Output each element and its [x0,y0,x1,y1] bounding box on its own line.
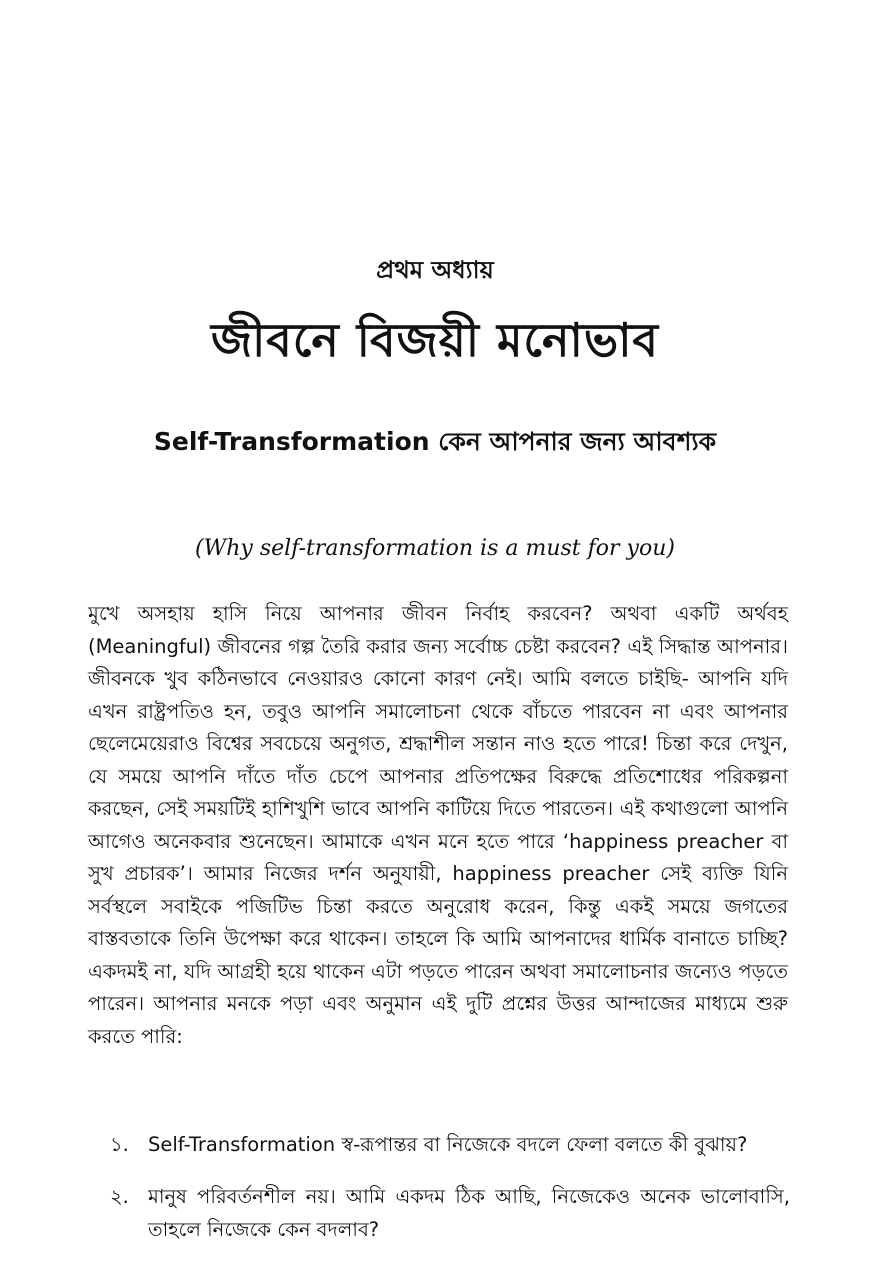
question-number: ১. [110,1133,129,1156]
question-text: মানুষ পরিবর্তনশীল নয়। আমি একদম ঠিক আছি, নিজেকেও অনেক ভালোবাসি, তাহলে নিজেকে কেন বদলাব? [148,1185,790,1241]
section-subtitle: (Why self-transformation is a must for you) [195,536,675,561]
body-paragraph: মুখে অসহায় হাসি নিয়ে আপনার জীবন নির্বাহ করবেন? অথবা একটি অর্থবহ (Meaningful) জীবনের গল্প তৈরি করার জন্য সর্বোচ্চ চেষ্টা করবেন? এই সিদ্ধান্ত আপনার। জীবনকে খুব কঠিনভাবে নেওয়ারও কোনো কারণ নেই। আমি বলতে চাইছি- আপনি যদি এখন রাষ্ট্রপতিও হন, তবুও আপনি সমালোচনা থেকে বাঁচতে পারবেন না এবং আপনার ছেলেমেয়েরাও বিশ্বের সবচেয়ে অনুগত, শ্রদ্ধাশীল সন্তান নাও হতে পারে! চিন্তা করে দেখুন, যে সময়ে আপনি দাঁতে দাঁত চেপে আপনার প্রতিপক্ষের বিরুদ্ধে প্রতিশোধের পরিকল্পনা করছেন, সেই সময়টিই হাশিখুশি ভাবে আপনি কাটিয়ে দিতে পারতেন। এই কথাগুলো আপনি আগেও অনেকবার শুনেছেন। আমাকে এখন মনে হতে পারে ‘happiness preacher বা সুখ প্রচারক’। আমার নিজের দর্শন অনুযায়ী, happiness preacher সেই ব্যক্তি যিনি সর্বস্থলে সবাইকে পজিটিভ চিন্তা করতে অনুরোধ করেন, কিন্তু একই সময়ে জগতের বাস্তবতাকে তিনি উপেক্ষা করে থাকেন। তাহলে কি আমি আপনাদের ধার্মিক বানাতে চাচ্ছি? একদমই না, যদি আগ্রহী হয়ে থাকেন এটা পড়তে পারেন অথবা সমালোচনার জন্যেও পড়তে পারেন। আপনার মনকে পড়া এবং অনুমান এই দুটি প্রশ্নের উত্তর আন্দাজের মাধ্যমে শুরু করতে পারি: [88,602,788,1048]
question-number: ২. [110,1185,129,1208]
question-list-item-1 [110,1128,790,1161]
question-text: Self-Transformation স্ব-রূপান্তর বা নিজেকে বদলে ফেলা বলতে কী বুঝায়? [148,1133,748,1156]
chapter-label: প্রথম অধ্যায় [376,256,494,284]
section-heading: Self-Transformation কেন আপনার জন্য আবশ্যক [153,427,717,456]
question-list-item-2 [110,1180,790,1246]
chapter-title: জীবনে বিজয়ী মনোভাব [210,313,660,367]
